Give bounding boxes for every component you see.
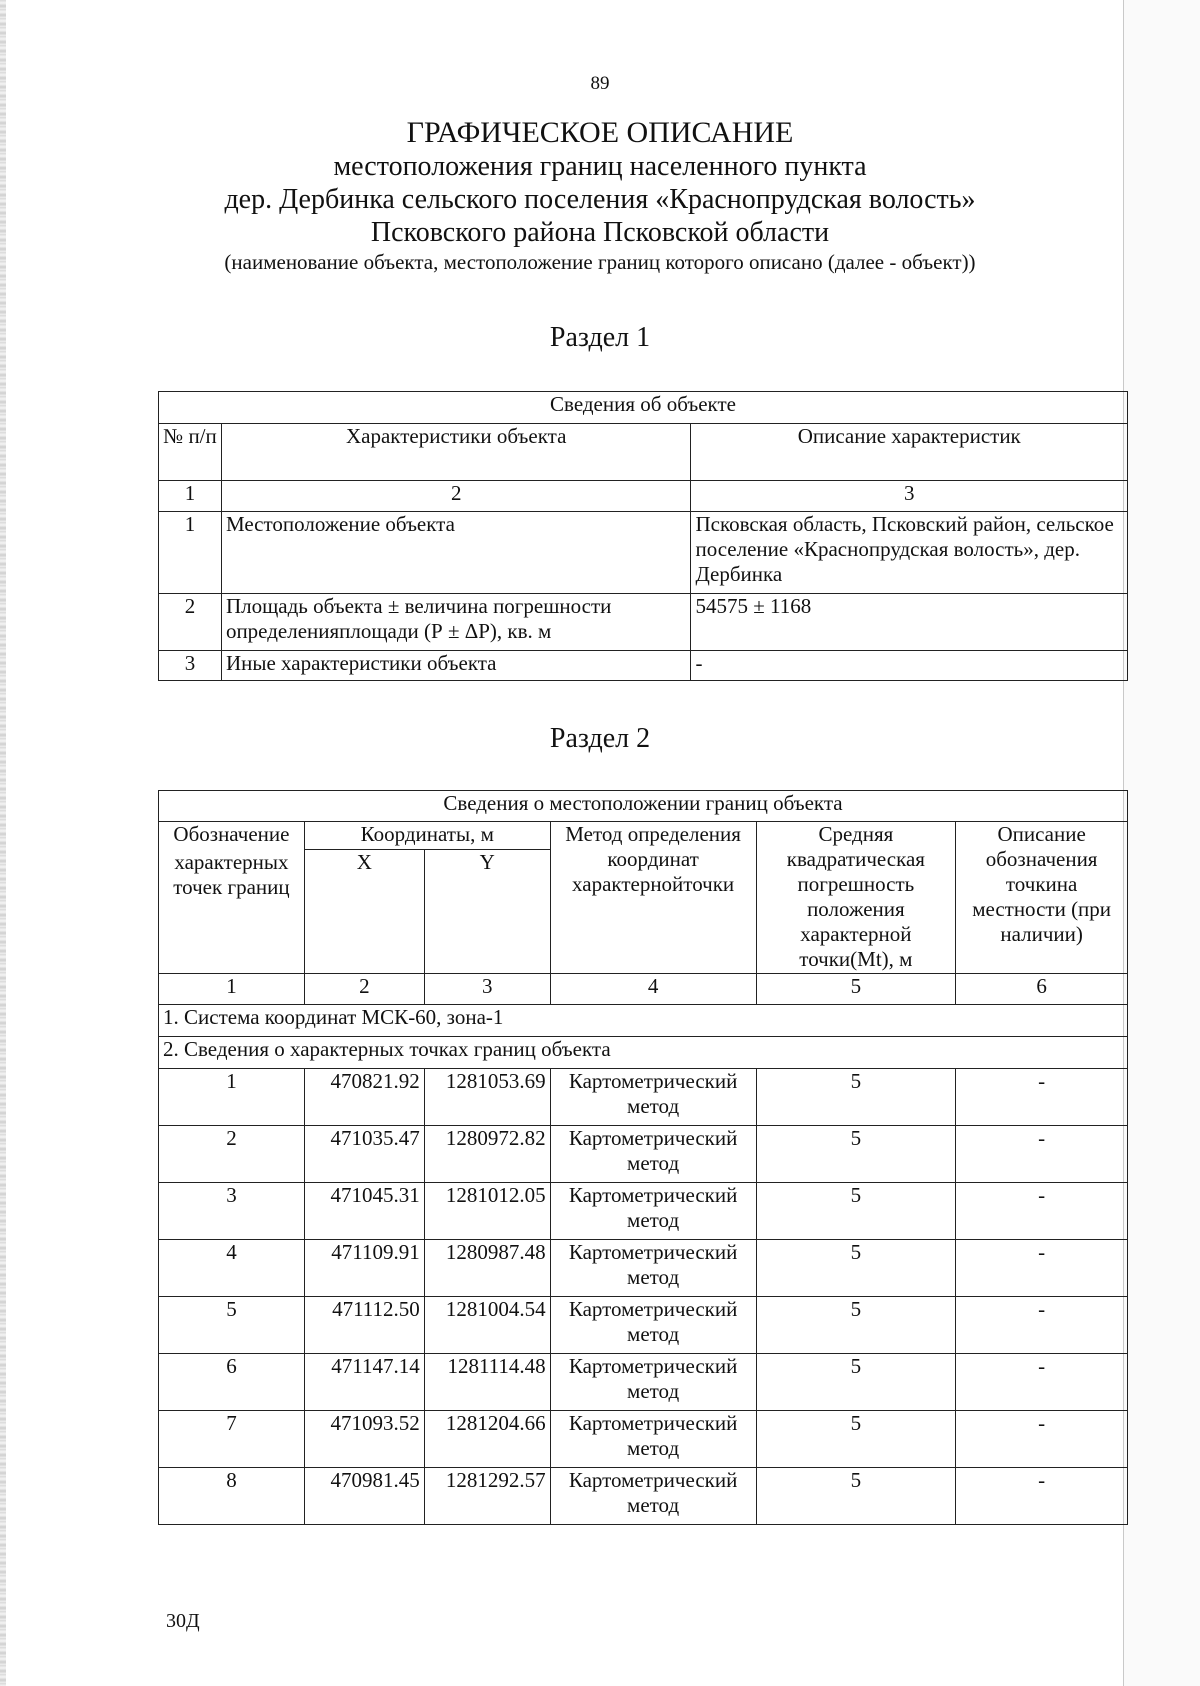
points-info-row: 2. Сведения о характерных точках границ объекта	[159, 1037, 1128, 1069]
section-1-heading: Раздел 1	[549, 322, 651, 353]
point-error: 5	[756, 1183, 956, 1240]
table-row	[159, 651, 1128, 681]
point-y: 1281204.66	[424, 1411, 550, 1468]
point-method: Картометрический метод	[550, 1297, 756, 1354]
point-method: Картометрический метод	[550, 1183, 756, 1240]
point-y: 1280972.82	[424, 1126, 550, 1183]
title-note: (наименование объекта, местоположение границ которого описано (далее - объект))	[224, 250, 976, 274]
point-x: 471035.47	[304, 1126, 424, 1183]
document-title	[0, 116, 1200, 275]
header-col-number: 4	[550, 974, 756, 1005]
point-description: -	[956, 1183, 1128, 1240]
title-line-2: дер. Дербинка сельского поселения «Краснопрудская волость»	[224, 184, 976, 215]
point-number: 7	[159, 1411, 305, 1468]
header-description: Описание обозначения точкина местности (при наличии)	[956, 822, 1128, 974]
table-caption: Сведения о местоположении границ объекта	[159, 791, 1128, 822]
table-row	[159, 1354, 1128, 1411]
table-row	[159, 1468, 1128, 1525]
title-line-3: Псковского района Псковской области	[370, 217, 830, 248]
point-error: 5	[756, 1468, 956, 1525]
point-error: 5	[756, 1126, 956, 1183]
title-line-1: местоположения границ населенного пункта	[333, 151, 867, 182]
header-x: X	[304, 850, 424, 974]
point-y: 1280987.48	[424, 1240, 550, 1297]
point-description: -	[956, 1468, 1128, 1525]
point-x: 471093.52	[304, 1411, 424, 1468]
footer-code: 30Д	[166, 1610, 200, 1632]
row-number: 1	[159, 512, 222, 594]
table-row	[159, 594, 1128, 651]
header-designation-rest: характерных точек границ	[159, 850, 305, 974]
header-col-number: 3	[424, 974, 550, 1005]
header-coordinates: Координаты, м	[304, 822, 550, 850]
row-characteristic: Местоположение объекта	[221, 512, 691, 594]
point-number: 3	[159, 1183, 305, 1240]
point-description: -	[956, 1297, 1128, 1354]
point-number: 8	[159, 1468, 305, 1525]
table-row	[159, 1411, 1128, 1468]
point-method: Картометрический метод	[550, 1240, 756, 1297]
point-y: 1281292.57	[424, 1468, 550, 1525]
row-description: -	[691, 651, 1128, 681]
point-method: Картометрический метод	[550, 1069, 756, 1126]
title-main: ГРАФИЧЕСКОЕ ОПИСАНИЕ	[406, 116, 794, 149]
point-number: 4	[159, 1240, 305, 1297]
section-2-heading: Раздел 2	[549, 723, 651, 754]
header-col-number: 1	[159, 974, 305, 1005]
point-method: Картометрический метод	[550, 1411, 756, 1468]
row-description: 54575 ± 1168	[691, 594, 1128, 651]
point-y: 1281114.48	[424, 1354, 550, 1411]
table-row	[159, 1069, 1128, 1126]
coordinate-system-row: 1. Система координат МСК-60, зона-1	[159, 1005, 1128, 1037]
table-row	[159, 1126, 1128, 1183]
header-col-number: 2	[304, 974, 424, 1005]
point-error: 5	[756, 1354, 956, 1411]
point-error: 5	[756, 1297, 956, 1354]
object-info-table	[158, 391, 1128, 681]
header-designation: Обозначение	[159, 822, 305, 850]
point-number: 1	[159, 1069, 305, 1126]
point-description: -	[956, 1240, 1128, 1297]
row-description: Псковская область, Псковский район, сельское поселение «Краснопрудская волость», дер. Дербинка	[691, 512, 1128, 594]
point-method: Картометрический метод	[550, 1468, 756, 1525]
point-error: 5	[756, 1069, 956, 1126]
row-characteristic: Площадь объекта ± величина погрешности определенияплощади (Р ± ΔР), кв. м	[221, 594, 691, 651]
table-row	[159, 1240, 1128, 1297]
table-row	[159, 1183, 1128, 1240]
row-number: 3	[159, 651, 222, 681]
header-characteristic: Характеристики объекта	[221, 424, 691, 481]
point-number: 6	[159, 1354, 305, 1411]
point-method: Картометрический метод	[550, 1354, 756, 1411]
point-number: 5	[159, 1297, 305, 1354]
header-method: Метод определения координат характернойточки	[550, 822, 756, 974]
row-number: 2	[159, 594, 222, 651]
point-method: Картометрический метод	[550, 1126, 756, 1183]
point-x: 471045.31	[304, 1183, 424, 1240]
point-x: 471112.50	[304, 1297, 424, 1354]
point-description: -	[956, 1411, 1128, 1468]
header-col-number: 5	[756, 974, 956, 1005]
table-row	[159, 1297, 1128, 1354]
header-col-number: 3	[691, 481, 1128, 512]
point-x: 470981.45	[304, 1468, 424, 1525]
point-error: 5	[756, 1411, 956, 1468]
point-y: 1281012.05	[424, 1183, 550, 1240]
header-col-number: 2	[221, 481, 691, 512]
header-description: Описание характеристик	[691, 424, 1128, 481]
header-col-number: 1	[159, 481, 222, 512]
table-caption: Сведения об объекте	[159, 392, 1128, 424]
point-number: 2	[159, 1126, 305, 1183]
point-x: 471147.14	[304, 1354, 424, 1411]
point-y: 1281004.54	[424, 1297, 550, 1354]
header-y: Y	[424, 850, 550, 974]
point-y: 1281053.69	[424, 1069, 550, 1126]
row-characteristic: Иные характеристики объекта	[221, 651, 691, 681]
header-col-number: 6	[956, 974, 1128, 1005]
boundary-points-table	[158, 790, 1128, 1525]
header-error: Средняя квадратическая погрешность положения характерной точки(Mt), м	[756, 822, 956, 974]
point-x: 470821.92	[304, 1069, 424, 1126]
point-description: -	[956, 1069, 1128, 1126]
header-number: № п/п	[159, 424, 222, 481]
table-row	[159, 512, 1128, 594]
point-x: 471109.91	[304, 1240, 424, 1297]
point-error: 5	[756, 1240, 956, 1297]
page-number: 89	[590, 73, 610, 94]
point-description: -	[956, 1354, 1128, 1411]
point-description: -	[956, 1126, 1128, 1183]
